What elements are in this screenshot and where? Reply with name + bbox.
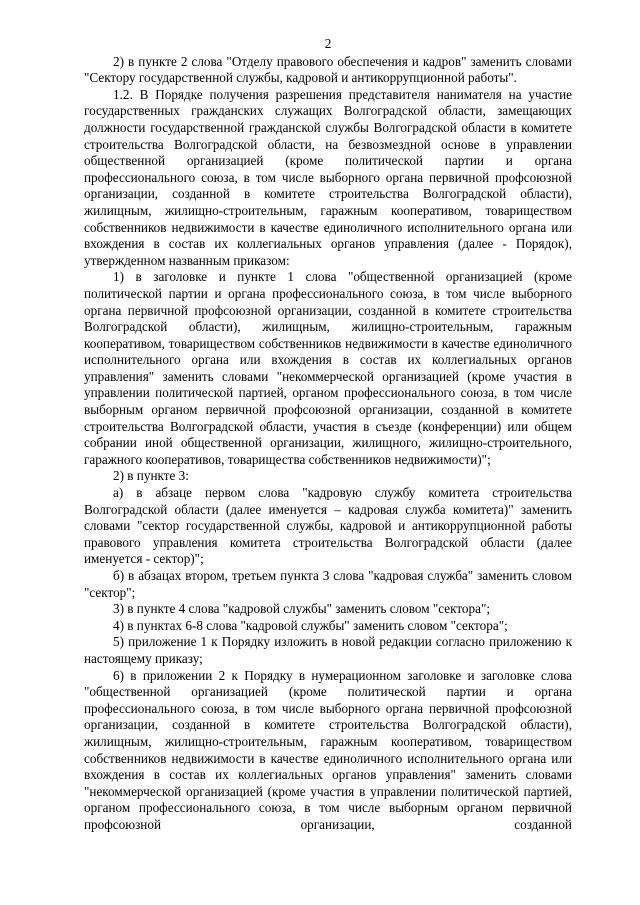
paragraph-item-5: 5) приложение 1 к Порядку изложить в новой редакции согласно приложению к настоящему приказу; (84, 634, 572, 666)
paragraph-item-2-replacement: 2) в пункте 2 слова "Отделу правового обеспечения и кадров" заменить словами "Сектору государственной службы, кадровой и антикоррупционной работы". (84, 53, 572, 86)
paragraph-item-3: 3) в пункте 4 слова "кадровой службы" заменить словом "сектора"; (113, 601, 491, 617)
page-number: 2 (324, 36, 332, 51)
paragraph-subitem-a: а) в абзаце первом слова "кадровую службу комитета строительства Волгоградской области (далее именуется – кадровая служба комитета)" заменить словами "сектор государственной службы, кадровой и антикоррупционной работы правового управления комитета строительства Волгоградской области (далее именуется - сектор)"; (84, 485, 572, 567)
paragraph-section-1-2: 1.2. В Порядке получения разрешения представителя нанимателя на участие государственных гражданских служащих Волгоградской области, замещающих должности государственной гражданской службы Волгоградской области в комитете строительства Волгоградской области, на безвозмездной основе в управлении общественной организацией (кроме политической партии и органа профессионального союза, в том числе выборного органа первичной профсоюзной организации, созданной в комитете строительства Волгоградской области), жилищным, жилищно-строительным, гаражным кооперативом, товариществом собственников недвижимости в качестве единоличного исполнительного органа или вхождения в состав их коллегиальных органов управления (далее - Порядок), утвержденном названным приказом: (84, 86, 572, 268)
paragraph-item-2-clause-3: 2) в пункте 3: (113, 468, 189, 484)
paragraph-item-6: 6) в приложении 2 к Порядку в нумерационном заголовке и заголовке слова "общественной организацией (кроме политической партии и органа профессионального союза, в том числе выборного органа первичной профсоюзной организации, созданной в комитете строительства Волгоградской области), жилищным, жилищно-строительным, гаражным кооперативом, товариществом собственников недвижимости в качестве единоличного исполнительного органа или вхождения в состав их коллегиальных органов управления" заменить словами "некоммерческой организацией (кроме участия в управлении политической партией, органом профессионального союза, в том числе выборным органом первичной профсоюзной организации, созданной (84, 667, 572, 832)
document-page (84, 36, 572, 834)
paragraph-item-1-title-change: 1) в заголовке и пункте 1 слова "общественной организацией (кроме политической партии и органа профессионального союза, в том числе выборного органа первичной профсоюзной организации, созданной в комитете строительства Волгоградской области), жилищным, жилищно-строительным, гаражным кооперативом, товариществом собственников недвижимости в качестве единоличного исполнительного органа или вхождения в состав их коллегиальных органов управления" заменить словами "некоммерческой организацией (кроме участия в управлении политической партией, органом профессионального союза, в том числе выборным органом первичной профсоюзной организации, созданной в комитете строительства Волгоградской области, участия в съезде (конференции) или общем собрании иной общественной организации, жилищного, жилищно-строительного, гаражного кооперативов, товарищества собственников недвижимости)"; (84, 269, 572, 467)
paragraph-item-4: 4) в пунктах 6-8 слова "кадровой службы" заменить словом "сектора"; (113, 617, 508, 633)
paragraph-subitem-b: б) в абзацах втором, третьем пункта 3 слова "кадровая служба" заменить словом "сектор"; (84, 568, 572, 600)
